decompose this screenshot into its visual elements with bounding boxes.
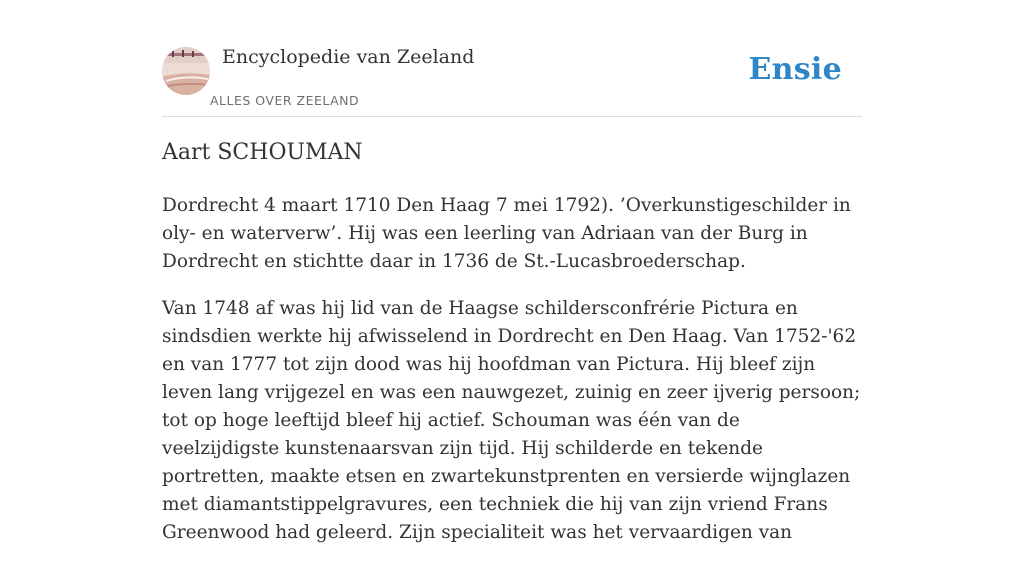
article-body bbox=[162, 192, 862, 566]
page-container bbox=[162, 0, 862, 543]
article-paragraph: Van 1748 af was hij lid van de Haagse schildersconfrérie Pictura en sindsdien werkte hij afwisselend in Dordrecht en Den Haag. Van 1752-'62 en van 1777 tot zijn dood was hij hoofdman van Pictura. Hij bleef zijn leven lang vrijgezel en was een nauwgezet, zuinig en zeer ijverig persoon; tot op hoge leeftijd bleef hij actief. Schouman was één van de veelzijdigste kunstenaarsvan zijn tijd. Hij schilderde en tekende portretten, maakte etsen en zwartekunstprenten en versierde wijnglazen met diamantstippelgravures, een techniek die hij van zijn vriend Frans Greenwood had geleerd. Zijn specialiteit was het vervaardigen van bbox=[162, 298, 861, 543]
article-paragraph: Dordrecht 4 maart 1710 Den Haag 7 mei 1792). ’Overkunstigeschilder in oly- en waterverw’. Hij was een leerling van Adriaan van der Burg in Dordrecht en stichtte daar in 1736 de St.-Lucasbroederschap. bbox=[162, 195, 851, 272]
brand-logo-link[interactable]: Ensie bbox=[748, 52, 842, 87]
site-title-link[interactable]: Encyclopedie van Zeeland bbox=[222, 46, 475, 68]
avatar-image bbox=[162, 47, 210, 95]
article-title: Aart SCHOUMAN bbox=[162, 140, 363, 165]
site-avatar[interactable] bbox=[162, 47, 210, 95]
site-header bbox=[162, 0, 862, 117]
site-subtitle: ALLES OVER ZEELAND bbox=[210, 93, 360, 108]
